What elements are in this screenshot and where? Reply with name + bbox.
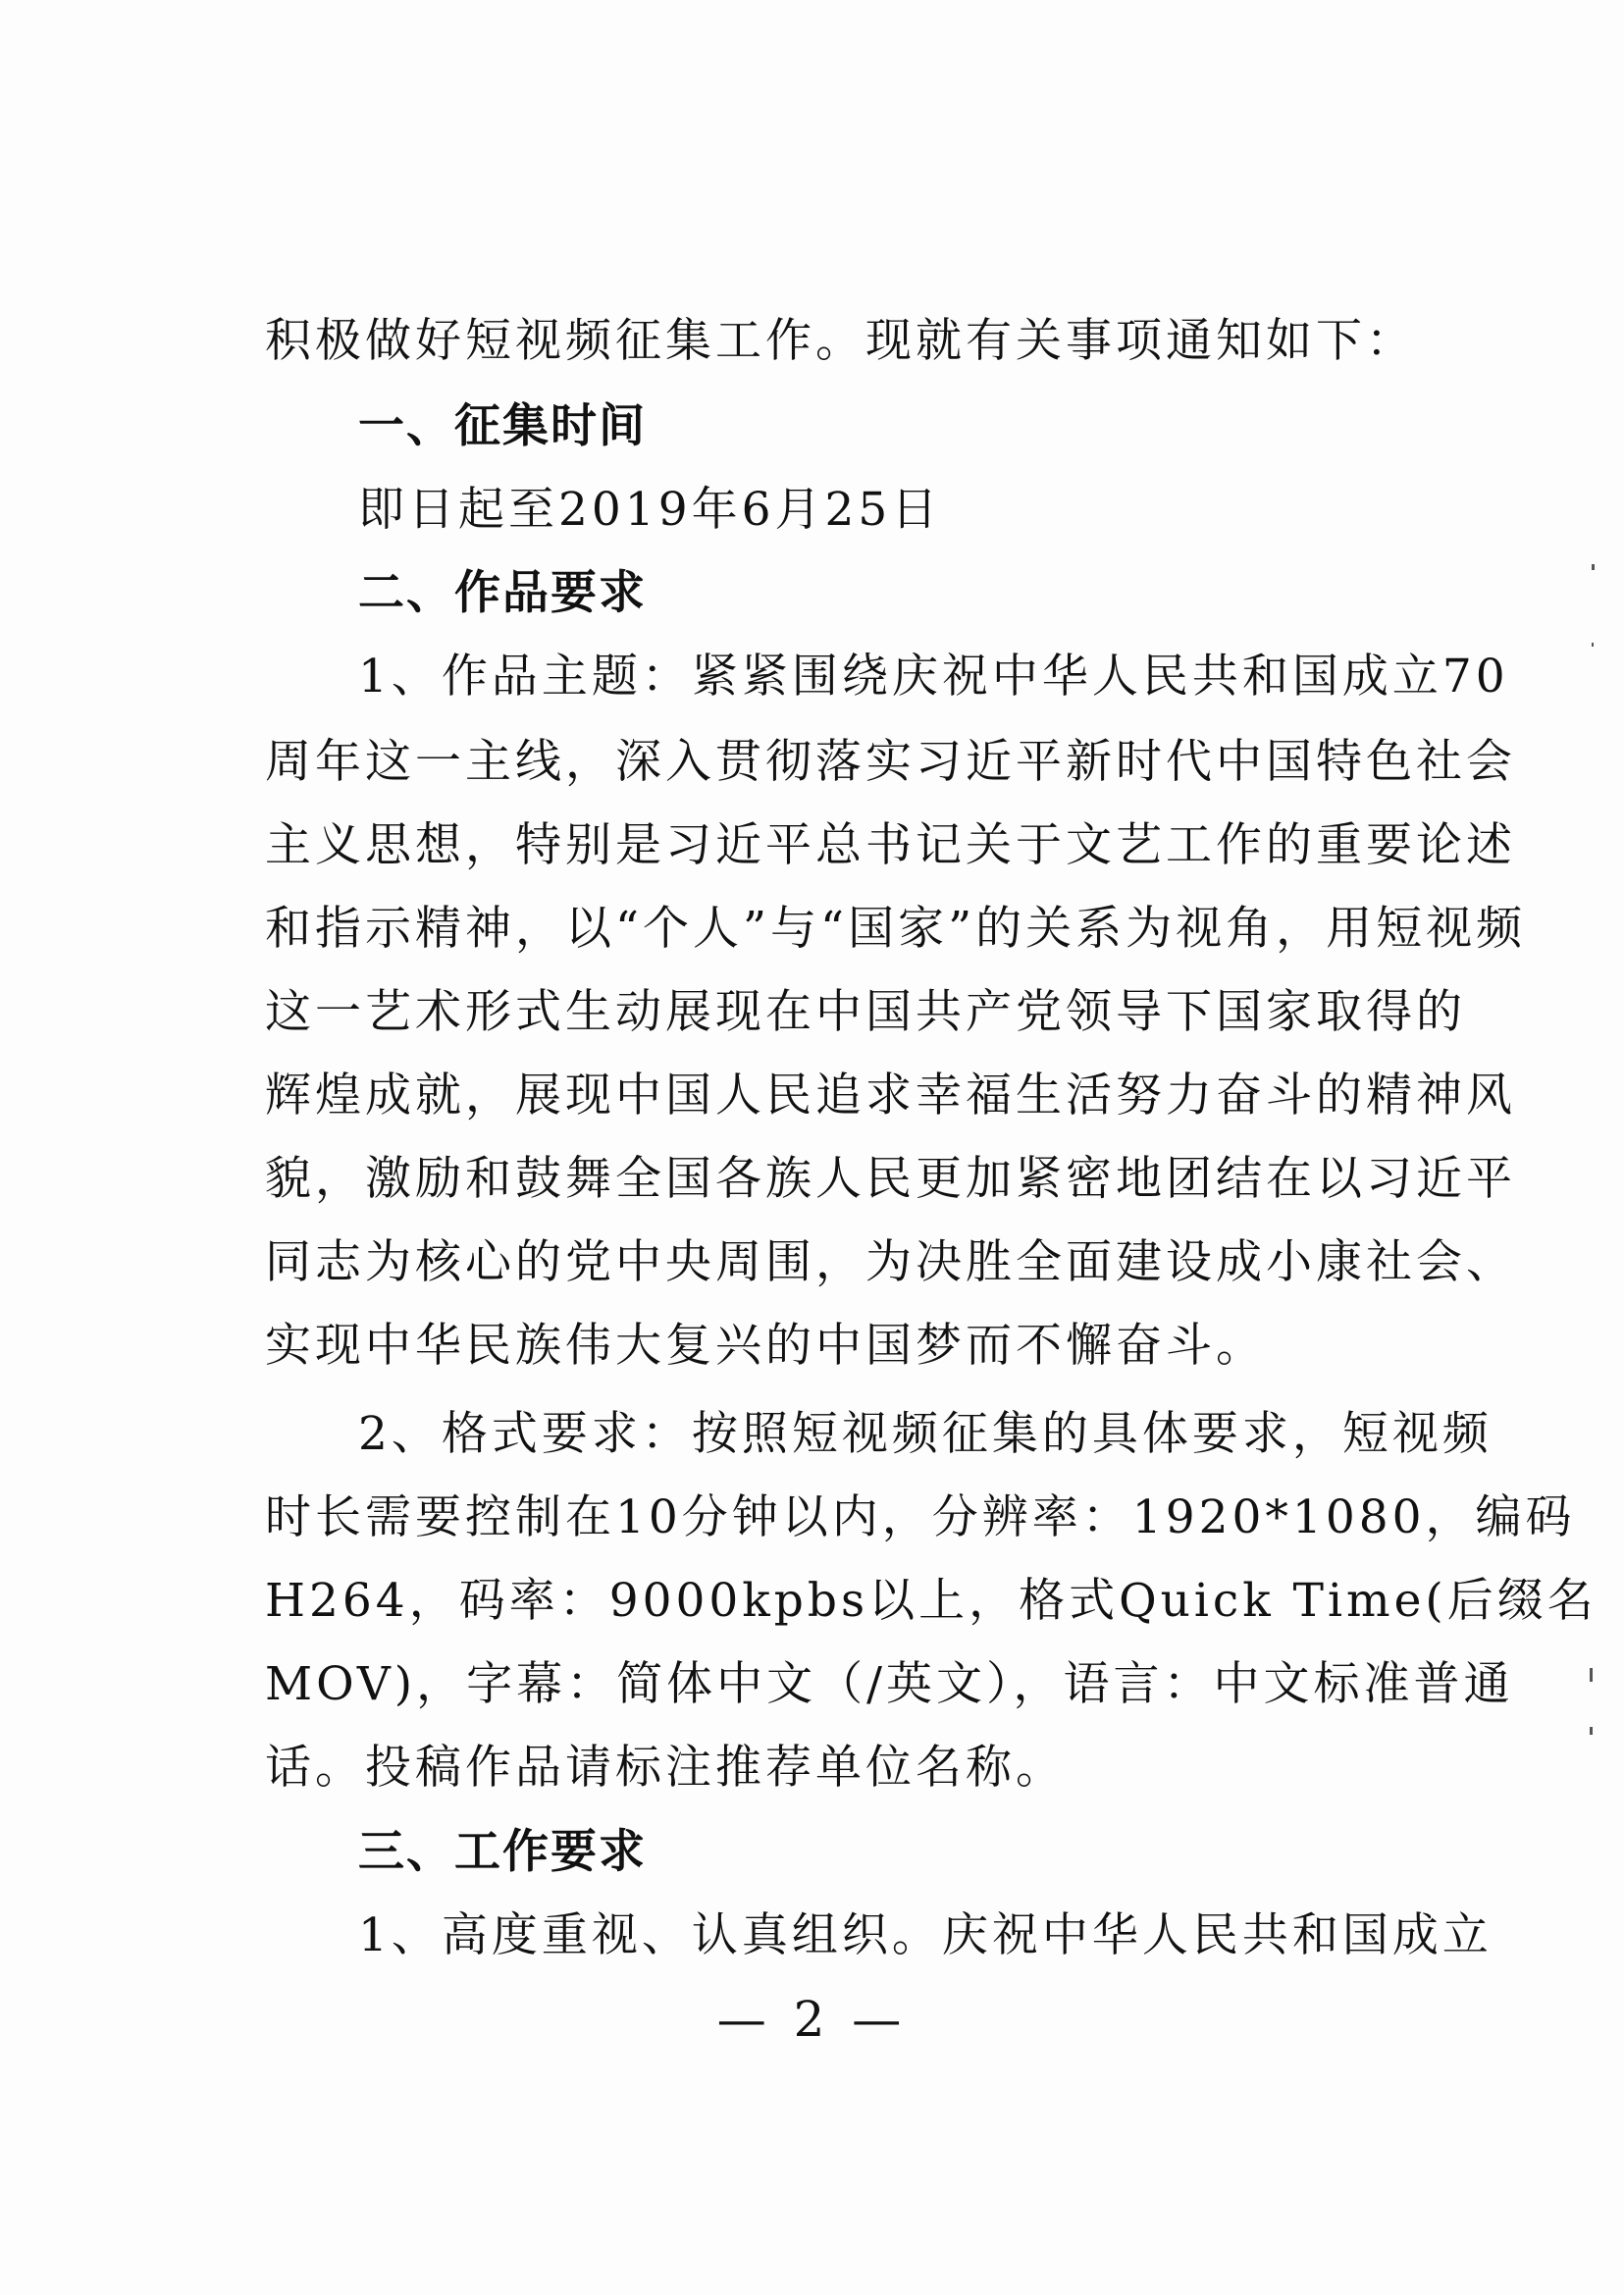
- body-line-9: 这一艺术形式生动展现在中国共产党领导下国家取得的: [265, 985, 1466, 1039]
- section-heading-1: 一、征集时间: [358, 399, 647, 453]
- body-line-20: 1、高度重视、认真组织。庆祝中华人民共和国成立: [358, 1908, 1493, 1962]
- body-line-16: H264，码率：9000kpbs以上，格式Quick Time(后缀名: [265, 1574, 1598, 1628]
- body-line-18: 话。投稿作品请标注推荐单位名称。: [265, 1741, 1066, 1795]
- body-line-7: 主义思想，特别是习近平总书记关于文艺工作的重要论述: [265, 818, 1516, 872]
- scan-speck: [1592, 564, 1595, 570]
- body-line-10: 辉煌成就，展现中国人民追求幸福生活努力奋斗的精神风: [265, 1069, 1516, 1122]
- page-number: — 2 —: [716, 1991, 908, 2048]
- scan-speck: [1590, 1668, 1593, 1682]
- section-heading-3: 三、工作要求: [358, 1825, 647, 1879]
- scan-speck: [1592, 643, 1594, 647]
- body-line-12: 同志为核心的党中央周围，为决胜全面建设成小康社会、: [265, 1235, 1516, 1289]
- body-line-3: 即日起至2019年6月25日: [358, 483, 942, 537]
- body-line-15: 时长需要控制在10分钟以内，分辨率：1920*1080，编码: [265, 1490, 1576, 1544]
- body-line-6: 周年这一主线，深入贯彻落实习近平新时代中国特色社会: [265, 735, 1516, 789]
- body-line-17: MOV)，字幕：简体中文（/英文），语言：中文标准普通: [265, 1657, 1514, 1711]
- scan-speck: [1590, 1727, 1593, 1735]
- section-heading-2: 二、作品要求: [358, 566, 647, 620]
- body-line-1: 积极做好短视频征集工作。现就有关事项通知如下：: [265, 314, 1416, 368]
- body-line-14: 2、格式要求：按照短视频征集的具体要求，短视频: [358, 1407, 1493, 1461]
- body-line-8: 和指示精神，以“个人”与“国家”的关系为视角，用短视频: [265, 902, 1527, 956]
- body-line-13: 实现中华民族伟大复兴的中国梦而不懈奋斗。: [265, 1319, 1266, 1373]
- body-line-11: 貌，激励和鼓舞全国各族人民更加紧密地团结在以习近平: [265, 1152, 1516, 1206]
- body-line-5: 1、作品主题：紧紧围绕庆祝中华人民共和国成立70: [358, 650, 1509, 704]
